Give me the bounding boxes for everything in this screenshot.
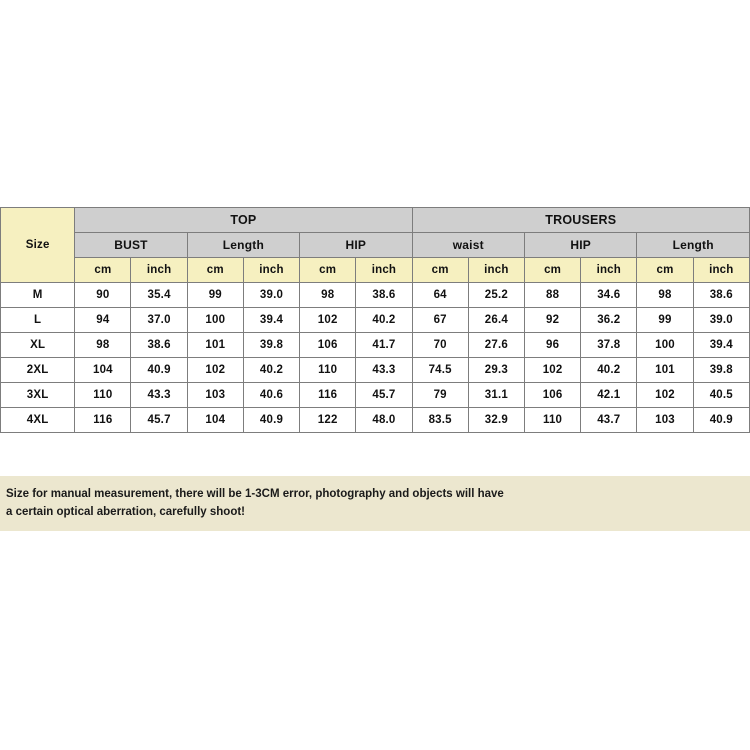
cell-top-bust-cm: 90: [75, 283, 131, 308]
measurement-note: [0, 476, 750, 531]
cell-trousers-waist-inch: 32.9: [468, 408, 524, 433]
table-body: [1, 283, 750, 433]
cell-top-bust-inch: 38.6: [131, 333, 187, 358]
cell-top-length-cm: 99: [187, 283, 243, 308]
cell-top-hip-inch: 41.7: [356, 333, 412, 358]
cell-trousers-length-cm: 98: [637, 283, 693, 308]
cell-trousers-waist-cm: 74.5: [412, 358, 468, 383]
size-chart-container: [0, 207, 750, 433]
cell-trousers-length-inch: 40.9: [693, 408, 749, 433]
unit-trousers-length-cm: cm: [637, 258, 693, 283]
cell-top-length-cm: 103: [187, 383, 243, 408]
cell-trousers-hip-inch: 43.7: [581, 408, 637, 433]
unit-trousers-waist-inch: inch: [468, 258, 524, 283]
table-row: [1, 383, 750, 408]
cell-size: XL: [1, 333, 75, 358]
cell-trousers-hip-inch: 42.1: [581, 383, 637, 408]
unit-header-row: [1, 258, 750, 283]
cell-top-length-cm: 102: [187, 358, 243, 383]
cell-trousers-hip-cm: 88: [524, 283, 580, 308]
cell-trousers-waist-cm: 67: [412, 308, 468, 333]
cell-trousers-length-cm: 100: [637, 333, 693, 358]
table-row: [1, 358, 750, 383]
header-top-bust: BUST: [75, 233, 187, 258]
cell-trousers-waist-cm: 79: [412, 383, 468, 408]
unit-trousers-hip-cm: cm: [524, 258, 580, 283]
unit-top-hip-cm: cm: [300, 258, 356, 283]
cell-top-hip-cm: 116: [300, 383, 356, 408]
cell-top-bust-cm: 110: [75, 383, 131, 408]
cell-top-hip-cm: 98: [300, 283, 356, 308]
cell-top-bust-inch: 45.7: [131, 408, 187, 433]
cell-trousers-hip-inch: 36.2: [581, 308, 637, 333]
header-group-trousers: TROUSERS: [412, 208, 749, 233]
sub-header-row: [1, 233, 750, 258]
cell-trousers-waist-cm: 83.5: [412, 408, 468, 433]
table-row: [1, 333, 750, 358]
cell-trousers-length-cm: 99: [637, 308, 693, 333]
cell-trousers-length-inch: 40.5: [693, 383, 749, 408]
cell-top-bust-inch: 35.4: [131, 283, 187, 308]
cell-top-length-cm: 104: [187, 408, 243, 433]
cell-top-length-inch: 40.6: [243, 383, 299, 408]
cell-trousers-hip-cm: 110: [524, 408, 580, 433]
header-top-length: Length: [187, 233, 299, 258]
unit-trousers-hip-inch: inch: [581, 258, 637, 283]
unit-top-length-inch: inch: [243, 258, 299, 283]
cell-top-length-inch: 39.8: [243, 333, 299, 358]
unit-trousers-length-inch: inch: [693, 258, 749, 283]
cell-top-bust-inch: 43.3: [131, 383, 187, 408]
header-top-hip: HIP: [300, 233, 412, 258]
cell-top-bust-cm: 98: [75, 333, 131, 358]
cell-top-hip-cm: 106: [300, 333, 356, 358]
cell-trousers-length-cm: 101: [637, 358, 693, 383]
size-chart-table: [0, 207, 750, 433]
cell-trousers-waist-cm: 70: [412, 333, 468, 358]
cell-top-bust-inch: 40.9: [131, 358, 187, 383]
cell-top-bust-cm: 104: [75, 358, 131, 383]
measurement-note-line-1: Size for manual measurement, there will be 1-3CM error, photography and objects will have: [6, 488, 504, 500]
cell-trousers-waist-inch: 27.6: [468, 333, 524, 358]
group-header-row: [1, 208, 750, 233]
cell-top-length-inch: 40.9: [243, 408, 299, 433]
cell-top-bust-inch: 37.0: [131, 308, 187, 333]
unit-top-hip-inch: inch: [356, 258, 412, 283]
cell-trousers-length-inch: 39.4: [693, 333, 749, 358]
header-trousers-hip: HIP: [524, 233, 636, 258]
unit-top-length-cm: cm: [187, 258, 243, 283]
header-size: Size: [1, 208, 75, 283]
cell-top-bust-cm: 94: [75, 308, 131, 333]
cell-top-hip-cm: 110: [300, 358, 356, 383]
cell-trousers-waist-cm: 64: [412, 283, 468, 308]
cell-top-length-cm: 100: [187, 308, 243, 333]
cell-trousers-length-inch: 38.6: [693, 283, 749, 308]
measurement-note-line-2: a certain optical aberration, carefully shoot!: [6, 506, 246, 518]
cell-top-hip-cm: 102: [300, 308, 356, 333]
cell-trousers-hip-cm: 96: [524, 333, 580, 358]
cell-top-hip-inch: 38.6: [356, 283, 412, 308]
cell-trousers-hip-cm: 102: [524, 358, 580, 383]
cell-top-length-inch: 39.0: [243, 283, 299, 308]
cell-size: 3XL: [1, 383, 75, 408]
cell-trousers-hip-cm: 92: [524, 308, 580, 333]
cell-trousers-length-inch: 39.8: [693, 358, 749, 383]
cell-trousers-hip-inch: 34.6: [581, 283, 637, 308]
cell-trousers-waist-inch: 29.3: [468, 358, 524, 383]
header-trousers-waist: waist: [412, 233, 524, 258]
cell-trousers-waist-inch: 26.4: [468, 308, 524, 333]
cell-top-hip-inch: 48.0: [356, 408, 412, 433]
cell-trousers-length-inch: 39.0: [693, 308, 749, 333]
cell-trousers-waist-inch: 31.1: [468, 383, 524, 408]
table-row: [1, 408, 750, 433]
cell-trousers-length-cm: 102: [637, 383, 693, 408]
header-trousers-length: Length: [637, 233, 750, 258]
cell-trousers-hip-inch: 37.8: [581, 333, 637, 358]
header-group-top: TOP: [75, 208, 412, 233]
cell-trousers-hip-cm: 106: [524, 383, 580, 408]
table-head: [1, 208, 750, 283]
unit-top-bust-inch: inch: [131, 258, 187, 283]
cell-top-length-inch: 40.2: [243, 358, 299, 383]
cell-top-hip-inch: 43.3: [356, 358, 412, 383]
cell-top-bust-cm: 116: [75, 408, 131, 433]
cell-top-hip-inch: 45.7: [356, 383, 412, 408]
cell-trousers-waist-inch: 25.2: [468, 283, 524, 308]
cell-top-hip-inch: 40.2: [356, 308, 412, 333]
cell-size: M: [1, 283, 75, 308]
cell-size: 4XL: [1, 408, 75, 433]
cell-size: 2XL: [1, 358, 75, 383]
cell-size: L: [1, 308, 75, 333]
cell-top-length-cm: 101: [187, 333, 243, 358]
table-row: [1, 283, 750, 308]
cell-top-length-inch: 39.4: [243, 308, 299, 333]
cell-top-hip-cm: 122: [300, 408, 356, 433]
table-row: [1, 308, 750, 333]
cell-trousers-length-cm: 103: [637, 408, 693, 433]
unit-top-bust-cm: cm: [75, 258, 131, 283]
unit-trousers-waist-cm: cm: [412, 258, 468, 283]
cell-trousers-hip-inch: 40.2: [581, 358, 637, 383]
